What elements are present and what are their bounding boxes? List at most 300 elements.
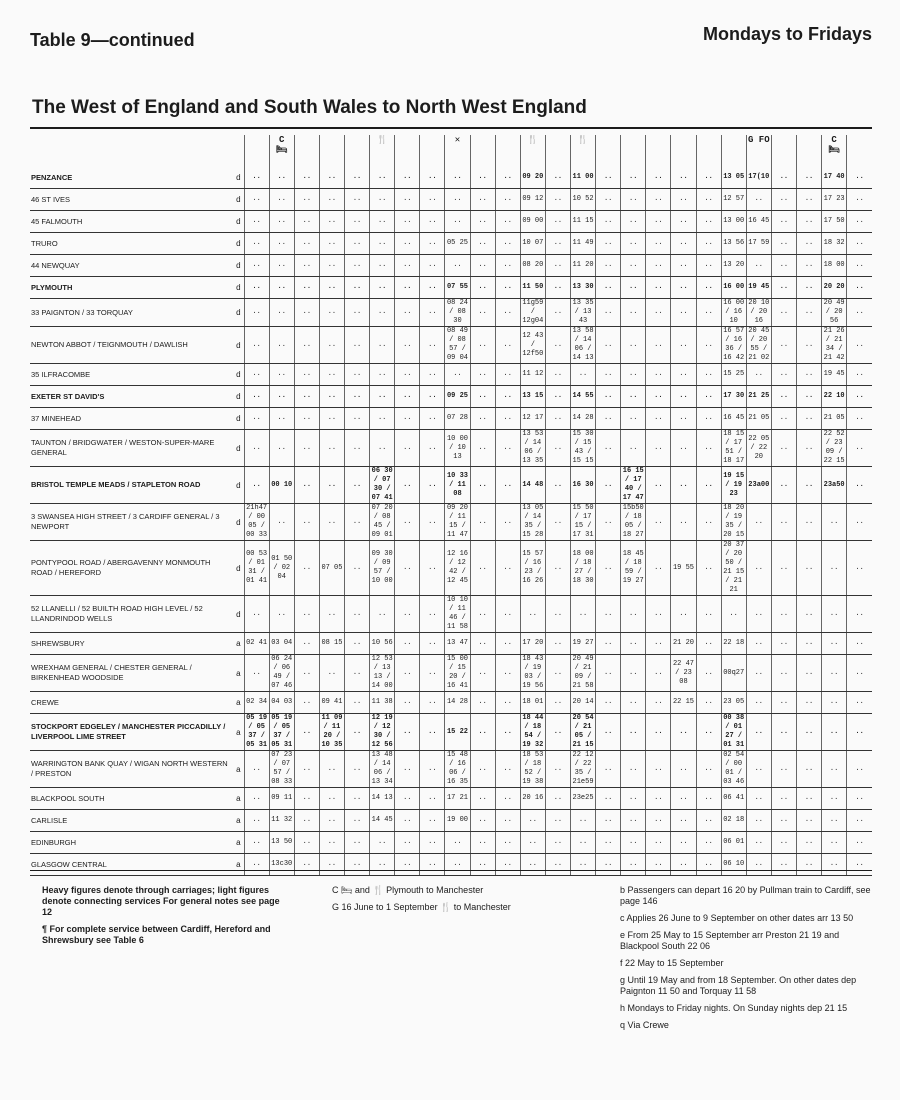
time-cell: .. [294,167,319,189]
time-cell: .. [746,751,771,788]
time-cell: .. [596,189,621,211]
time-cell: .. [596,832,621,854]
station-name: WARRINGTON BANK QUAY / WIGAN NORTH WESTERN / PRESTON [30,751,230,788]
time-cell: .. [470,810,495,832]
time-cell: .. [847,655,872,692]
time-cell: .. [646,714,671,751]
time-cell: .. [696,277,721,299]
time-cell: .. [345,386,370,408]
time-cell: .. [771,655,796,692]
column-head [671,135,696,167]
time-cell: 07 23 / 07 57 / 08 33 [269,751,294,788]
time-cell: .. [520,854,545,876]
time-cell: .. [847,832,872,854]
time-cell: .. [746,541,771,596]
arr-dep-marker: a [230,692,244,714]
time-cell: .. [545,211,570,233]
time-cell: .. [646,467,671,504]
time-cell: .. [646,408,671,430]
time-cell: 17 50 [822,211,847,233]
time-cell: .. [420,299,445,327]
footnote: f 22 May to 15 September [620,958,724,968]
time-cell: .. [847,504,872,541]
time-cell: 06 10 [721,854,746,876]
time-cell: .. [621,211,646,233]
time-cell: 22 10 [822,386,847,408]
time-cell: .. [345,810,370,832]
time-cell: .. [294,277,319,299]
arr-dep-marker: d [230,408,244,430]
time-cell: 13 05 / 14 35 / 15 28 [520,504,545,541]
arr-dep-marker: a [230,633,244,655]
time-cell: 19 27 [570,633,595,655]
time-cell: .. [671,504,696,541]
time-cell: .. [395,386,420,408]
time-cell: 10 00 / 10 13 [445,430,470,467]
time-cell: .. [395,832,420,854]
station-name: PONTYPOOL ROAD / ABERGAVENNY MONMOUTH ROAD / HEREFORD [30,541,230,596]
time-cell: .. [596,408,621,430]
time-cell: .. [771,233,796,255]
time-cell: .. [395,633,420,655]
time-cell: .. [244,751,269,788]
time-cell: 20 54 / 21 05 / 21 15 [570,714,595,751]
time-cell: .. [420,751,445,788]
arr-dep-marker: d [230,277,244,299]
time-cell: 06 30 / 07 30 / 07 41 [370,467,395,504]
time-cell: .. [244,596,269,633]
station-name: PENZANCE [30,167,230,189]
time-cell: .. [621,832,646,854]
time-cell: 13c30 [269,854,294,876]
time-cell: .. [796,386,821,408]
time-cell: 20 45 / 20 55 / 21 02 [746,327,771,364]
time-cell: .. [621,386,646,408]
time-cell: 20 37 / 20 50 / 21 15 / 21 21 [721,541,746,596]
time-cell: .. [822,633,847,655]
time-cell: .. [370,386,395,408]
time-cell: .. [294,364,319,386]
time-cell: .. [696,255,721,277]
time-cell: 22 05 / 22 20 [746,430,771,467]
time-cell: 00 38 / 01 27 / 01 31 [721,714,746,751]
time-cell: .. [796,327,821,364]
time-cell: .. [319,408,344,430]
time-cell: 14 28 [570,408,595,430]
time-cell: .. [847,277,872,299]
time-cell: 11 49 [570,233,595,255]
table-row [30,810,872,832]
time-cell: .. [847,364,872,386]
column-head [445,135,470,167]
time-cell: .. [746,788,771,810]
time-cell: .. [847,299,872,327]
time-cell: .. [495,832,520,854]
time-cell: .. [294,327,319,364]
table-row [30,189,872,211]
time-cell: .. [621,655,646,692]
time-cell: 19 45 [746,277,771,299]
time-cell: .. [545,751,570,788]
time-cell: .. [596,255,621,277]
time-cell: .. [495,327,520,364]
station-name: CARLISLE [30,810,230,832]
time-cell: .. [646,854,671,876]
time-cell: .. [495,299,520,327]
time-cell: .. [345,211,370,233]
time-cell: .. [395,854,420,876]
table-row [30,364,872,386]
title-rule [30,127,872,129]
time-cell: .. [545,854,570,876]
time-cell: .. [771,467,796,504]
time-cell: .. [570,364,595,386]
time-cell: .. [847,327,872,364]
footnote: g Until 19 May and from 18 September. On other dates dep Paignton 11 50 and Torquay 11 58 [620,975,857,996]
time-cell: 18 00 [822,255,847,277]
time-cell: .. [294,596,319,633]
time-cell: .. [570,810,595,832]
time-cell: .. [294,714,319,751]
time-cell: .. [771,408,796,430]
time-cell: .. [621,854,646,876]
column-head [420,135,445,167]
time-cell: .. [796,211,821,233]
notes-middle [332,885,582,919]
column-head [646,135,671,167]
time-cell: .. [495,655,520,692]
arr-dep-marker: a [230,854,244,876]
time-cell: .. [244,788,269,810]
time-cell: 11 12 [520,364,545,386]
time-cell: .. [822,655,847,692]
time-cell: .. [570,854,595,876]
time-cell: .. [370,854,395,876]
time-cell: .. [796,189,821,211]
time-cell: 15 48 / 16 06 / 16 35 [445,751,470,788]
time-cell: .. [646,541,671,596]
station-name: NEWTON ABBOT / TEIGNMOUTH / DAWLISH [30,327,230,364]
time-cell: .. [420,692,445,714]
time-cell: 15b50 / 18 05 / 18 27 [621,504,646,541]
time-cell: 13 35 / 13 43 [570,299,595,327]
time-cell: .. [319,255,344,277]
time-cell: 13 47 [445,633,470,655]
time-cell: 23a50 [822,467,847,504]
time-cell: .. [671,408,696,430]
time-cell: .. [470,788,495,810]
column-symbol: 🍴 [577,135,589,145]
time-cell: .. [746,832,771,854]
time-cell: .. [395,189,420,211]
time-cell: 17 20 [520,633,545,655]
time-cell: .. [244,364,269,386]
column-head [596,135,621,167]
time-cell: .. [796,167,821,189]
time-cell: .. [294,655,319,692]
time-cell: .. [395,167,420,189]
time-cell: .. [847,408,872,430]
time-cell: .. [269,277,294,299]
table-row [30,233,872,255]
time-cell: .. [596,633,621,655]
time-cell: 18 00 / 18 27 / 18 30 [570,541,595,596]
time-cell: .. [596,788,621,810]
time-cell: .. [319,211,344,233]
time-cell: .. [646,504,671,541]
time-cell: 06 01 [721,832,746,854]
time-cell: .. [345,832,370,854]
time-cell: .. [671,211,696,233]
time-cell: .. [445,364,470,386]
time-cell: .. [294,810,319,832]
time-cell: .. [696,788,721,810]
time-cell: .. [445,832,470,854]
table-row [30,655,872,692]
column-head [345,135,370,167]
station-name: 46 ST IVES [30,189,230,211]
time-cell: 02 41 [244,633,269,655]
time-cell: .. [495,277,520,299]
time-cell: .. [847,788,872,810]
time-cell: .. [646,832,671,854]
table-row [30,277,872,299]
time-cell: 12 17 [520,408,545,430]
time-cell: .. [822,692,847,714]
time-cell: .. [771,810,796,832]
time-cell: .. [796,854,821,876]
time-cell: .. [545,714,570,751]
time-cell: .. [319,655,344,692]
time-cell: 09 30 / 09 57 / 10 00 [370,541,395,596]
time-cell: .. [319,189,344,211]
time-cell: .. [244,299,269,327]
time-cell: .. [596,364,621,386]
time-cell: .. [696,854,721,876]
time-cell: .. [796,233,821,255]
arr-dep-marker: a [230,810,244,832]
time-cell: .. [822,788,847,810]
station-name: WREXHAM GENERAL / CHESTER GENERAL / BIRKENHEAD WOODSIDE [30,655,230,692]
time-cell: .. [495,167,520,189]
time-cell: .. [746,692,771,714]
time-cell: .. [269,299,294,327]
time-cell: .. [545,364,570,386]
time-cell: 10 52 [570,189,595,211]
station-name: STOCKPORT EDGELEY / MANCHESTER PICCADILLY / LIVERPOOL LIME STREET [30,714,230,751]
time-cell: .. [771,832,796,854]
time-cell: .. [395,596,420,633]
time-cell: .. [319,299,344,327]
footnote: C 🛏 and 🍴 Plymouth to Manchester [332,885,484,895]
time-cell: .. [370,277,395,299]
time-cell: 18 20 / 19 35 / 20 15 [721,504,746,541]
arr-dep-marker: d [230,211,244,233]
arr-dep-marker: d [230,596,244,633]
footnote: ¶ For complete service between Cardiff, Hereford and Shrewsbury see Table 6 [42,924,271,945]
time-cell: .. [445,189,470,211]
time-cell: .. [671,255,696,277]
time-cell: .. [646,633,671,655]
time-cell: 12 57 [721,189,746,211]
time-cell: .. [244,255,269,277]
time-cell: .. [796,596,821,633]
time-cell: 10 33 / 11 08 [445,467,470,504]
time-cell: .. [646,233,671,255]
time-cell: .. [771,854,796,876]
time-cell: 11 32 [269,810,294,832]
time-cell: 08 24 / 08 30 [445,299,470,327]
time-cell: 15 30 / 15 43 / 15 15 [570,430,595,467]
days-label: Mondays to Fridays [702,24,872,44]
table-row [30,854,872,876]
time-cell: .. [545,430,570,467]
table-row [30,255,872,277]
time-cell: .. [671,233,696,255]
time-cell: .. [370,233,395,255]
time-cell: .. [495,854,520,876]
time-cell: .. [495,504,520,541]
footnote: e From 25 May to 15 September arr Preston 21 19 and Blackpool South 22 06 [620,930,840,951]
time-cell: .. [470,189,495,211]
time-cell: .. [621,277,646,299]
time-cell: .. [395,277,420,299]
column-symbol: 🛏 [276,145,288,155]
time-cell: .. [696,386,721,408]
time-cell: .. [796,751,821,788]
time-cell: 17 30 [721,386,746,408]
time-cell: .. [345,751,370,788]
table-row [30,386,872,408]
time-cell: .. [771,788,796,810]
time-cell: .. [796,714,821,751]
time-cell: .. [470,692,495,714]
time-cell: 14 48 [520,467,545,504]
time-cell: 04 03 [269,692,294,714]
time-cell: .. [822,810,847,832]
time-cell: .. [771,327,796,364]
time-cell: .. [244,467,269,504]
time-cell: 13 20 [721,255,746,277]
time-cell: .. [646,692,671,714]
time-cell: 13 53 / 14 06 / 13 35 [520,430,545,467]
time-cell: 02 18 [721,810,746,832]
time-cell: .. [671,596,696,633]
time-cell: .. [495,255,520,277]
time-cell: .. [771,386,796,408]
time-cell: 20 20 [822,277,847,299]
time-cell: .. [545,504,570,541]
time-cell: 18 45 / 18 59 / 19 27 [621,541,646,596]
time-cell: .. [345,167,370,189]
time-cell: .. [771,751,796,788]
time-cell: 17 40 [822,167,847,189]
station-name: BRISTOL TEMPLE MEADS / STAPLETON ROAD [30,467,230,504]
time-cell: .. [771,189,796,211]
time-cell: .. [545,167,570,189]
time-cell: .. [596,714,621,751]
time-cell: .. [470,467,495,504]
notes-right [620,885,880,1037]
time-cell: 11 20 [570,255,595,277]
time-cell: .. [395,327,420,364]
time-cell: .. [495,714,520,751]
time-cell: .. [420,714,445,751]
time-cell: 15 25 [721,364,746,386]
time-cell: .. [822,751,847,788]
time-cell: .. [646,299,671,327]
time-cell: .. [646,430,671,467]
time-cell: .. [696,541,721,596]
time-cell: .. [671,430,696,467]
time-cell: .. [545,233,570,255]
time-cell: .. [470,255,495,277]
time-cell: 03 04 [269,633,294,655]
time-cell: .. [370,596,395,633]
time-cell: .. [696,167,721,189]
time-cell: .. [269,430,294,467]
time-cell: 07 28 [445,408,470,430]
arr-dep-marker: d [230,327,244,364]
time-cell: 09 20 [520,167,545,189]
table-row [30,430,872,467]
time-cell: .. [345,277,370,299]
time-cell: 16 30 [570,467,595,504]
time-cell: .. [621,255,646,277]
time-cell: 08 49 / 08 57 / 09 04 [445,327,470,364]
footnote: Heavy figures denote through carriages; light figures denote connecting services For general notes see page 12 [42,885,280,917]
time-cell: .. [345,189,370,211]
time-cell: .. [796,832,821,854]
time-cell: 22 18 [721,633,746,655]
column-code: G FO [748,135,770,145]
time-cell: .. [771,167,796,189]
time-cell: .. [294,386,319,408]
time-cell: 10 07 [520,233,545,255]
column-head [395,135,420,167]
time-cell: .. [294,430,319,467]
time-cell: .. [395,211,420,233]
time-cell: .. [621,430,646,467]
time-cell: .. [771,692,796,714]
time-cell: .. [520,596,545,633]
time-cell: .. [370,430,395,467]
time-cell: .. [520,832,545,854]
time-cell: .. [696,504,721,541]
column-head [822,135,847,167]
station-name: SHREWSBURY [30,633,230,655]
time-cell: .. [671,467,696,504]
column-head [771,135,796,167]
time-cell: 09 41 [319,692,344,714]
time-cell: 10 56 [370,633,395,655]
time-cell: .. [796,467,821,504]
time-cell: .. [696,596,721,633]
time-cell: .. [696,327,721,364]
time-cell: 12 19 / 12 30 / 12 56 [370,714,395,751]
time-cell: .. [545,692,570,714]
time-cell: 22 52 / 23 09 / 22 15 [822,430,847,467]
station-name: BLACKPOOL SOUTH [30,788,230,810]
arr-dep-marker: d [230,541,244,596]
time-cell: .. [721,596,746,633]
time-cell: 20 10 / 20 16 [746,299,771,327]
time-cell: .. [319,327,344,364]
time-cell: .. [319,467,344,504]
time-cell: .. [746,810,771,832]
time-cell: 17 59 [746,233,771,255]
station-name: PLYMOUTH [30,277,230,299]
